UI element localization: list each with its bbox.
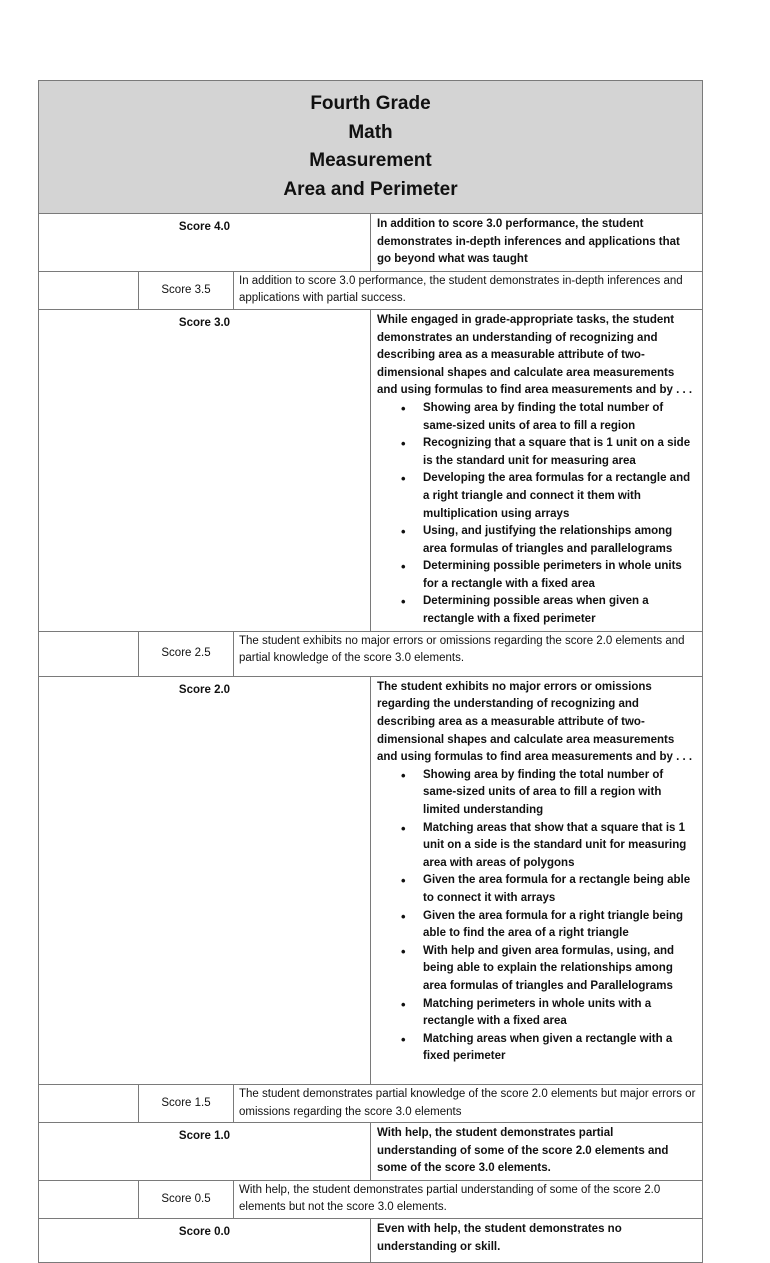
criteria-list (377, 767, 696, 1066)
list-item: • Developing the area formulas for a rectangle and a right triangle and connect it them with multiplication using arrays (423, 470, 696, 523)
list-item: • Determining possible areas when given a rectangle with a fixed perimeter (423, 593, 696, 628)
list-item: • Using, and justifying the relationships among area formulas of triangles and parallelograms (423, 523, 696, 558)
list-item: • Matching areas that show that a square that is 1 unit on a side is the standard unit for measuring area with areas of polygons (423, 820, 696, 873)
score-label: Score 2.5 (139, 632, 234, 676)
row-score-0-5 (39, 1180, 703, 1218)
score-label: Score 1.0 (39, 1123, 371, 1181)
row-score-2-0 (39, 676, 703, 1084)
list-item: • Matching areas when given a rectangle with a fixed perimeter (423, 1031, 696, 1066)
score-label: Score 1.5 (139, 1085, 234, 1122)
row-score-3-5 (39, 271, 703, 309)
score-label: Score 0.0 (39, 1219, 371, 1263)
row-score-3-0 (39, 309, 703, 631)
score-description: In addition to score 3.0 performance, the student demonstrates in-depth inferences and applications that go beyond what was taught (371, 214, 703, 272)
list-item: • Recognizing that a square that is 1 unit on a side is the standard unit for measuring area (423, 435, 696, 470)
score-label: Score 4.0 (39, 214, 371, 272)
list-item: • Given the area formula for a right triangle being able to find the area of a right triangle (423, 908, 696, 943)
score-description: The student demonstrates partial knowledge of the score 2.0 elements but major errors or omissions regarding the score 3.0 elements (239, 1087, 696, 1118)
score-description: The student exhibits no major errors or omissions regarding the score 2.0 elements and partial knowledge of the score 3.0 elements. (239, 634, 685, 665)
criteria-list (377, 400, 696, 629)
list-item: • Determining possible perimeters in whole units for a rectangle with a fixed area (423, 558, 696, 593)
score-description-block (371, 309, 703, 631)
row-score-2-5 (39, 631, 703, 676)
score-description: While engaged in grade-appropriate tasks, the student demonstrates an understanding of recognizing and describing area as a measurable attribute of two-dimensional shapes and calculate area measurements and using formulas to find area measurements and by . . . (377, 313, 693, 397)
title-topic: Area and Perimeter (283, 178, 458, 200)
score-label: Score 3.5 (139, 272, 234, 309)
scoring-scale-table (38, 80, 703, 1263)
title-block (39, 81, 703, 214)
row-score-0-0 (39, 1219, 703, 1263)
title-strand: Measurement (309, 150, 432, 171)
score-description: With help, the student demonstrates partial understanding of some of the score 2.0 elements and some of the score 3.0 elements. (371, 1123, 703, 1181)
score-label: Score 3.0 (39, 309, 371, 631)
score-description: The student exhibits no major errors or omissions regarding the understanding of recognizing and describing area as a measurable attribute of two-dimensional shapes and calculate area measurements and using formulas to find area measurements and by . . . (377, 680, 693, 764)
list-item: • With help and given area formulas, using, and being able to explain the relationships among area formulas of triangles and Parallelograms (423, 943, 696, 996)
row-score-4-0 (39, 214, 703, 272)
title-grade: Fourth Grade (310, 93, 431, 114)
score-description: With help, the student demonstrates partial understanding of some of the score 2.0 elements but not the score 3.0 elements. (239, 1183, 661, 1214)
score-description-block (371, 676, 703, 1084)
score-description: In addition to score 3.0 performance, the student demonstrates in-depth inferences and applications with partial success. (239, 274, 683, 305)
list-item: • Matching perimeters in whole units with a rectangle with a fixed area (423, 996, 696, 1031)
list-item: • Showing area by finding the total number of same-sized units of area to fill a region with limited understanding (423, 767, 696, 820)
row-score-1-5 (39, 1084, 703, 1122)
score-label: Score 2.0 (39, 676, 371, 1084)
score-description: Even with help, the student demonstrates no understanding or skill. (371, 1219, 703, 1263)
list-item: • Showing area by finding the total number of same-sized units of area to fill a region (423, 400, 696, 435)
score-label: Score 0.5 (139, 1181, 234, 1218)
title-subject: Math (348, 121, 393, 143)
list-item: • Given the area formula for a rectangle being able to connect it with arrays (423, 872, 696, 907)
row-score-1-0 (39, 1123, 703, 1181)
